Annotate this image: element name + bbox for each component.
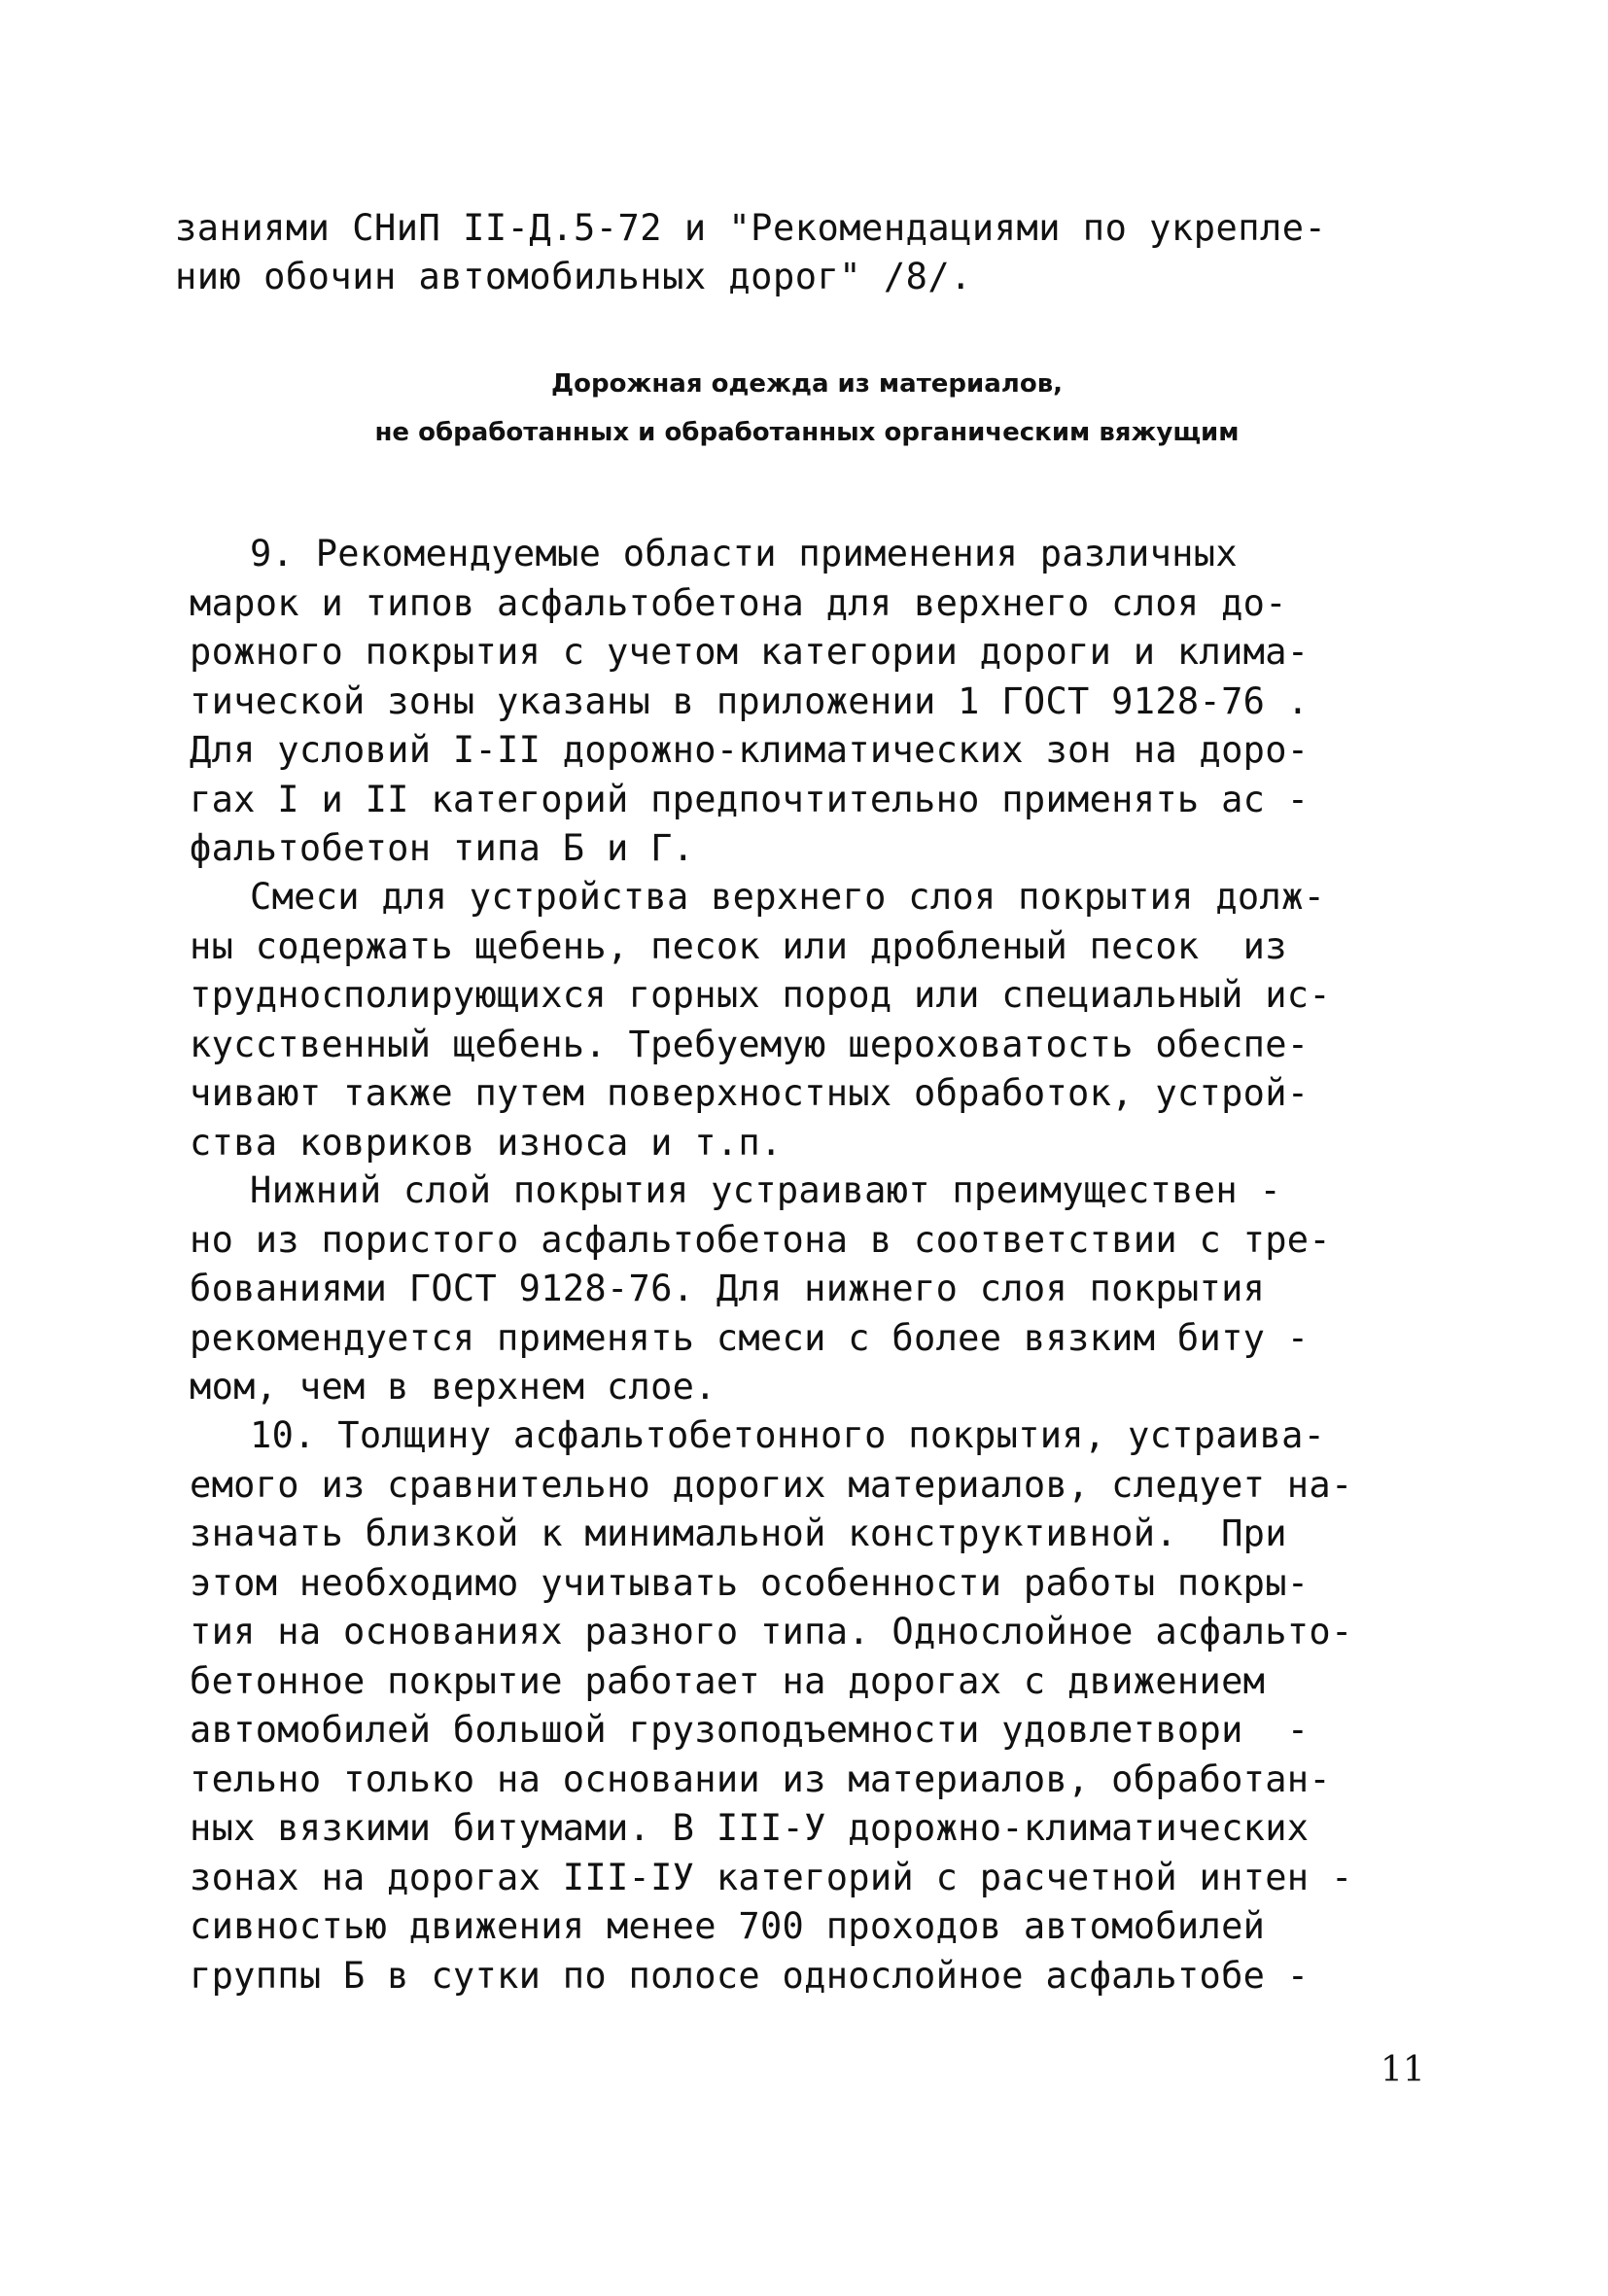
- text-line: гах I и II категорий предпочтительно применять ас -: [190, 778, 1310, 820]
- text-line: Нижний слой покрытия устраивают преимуществен -: [250, 1169, 1282, 1211]
- text-line: бетонное покрытие работает на дорогах с движением: [190, 1659, 1266, 1702]
- text-line: ных вязкими битумами. В III-У дорожно-климатических: [190, 1807, 1310, 1849]
- text-line: мом, чем в верхнем слое.: [190, 1366, 717, 1408]
- text-line: заниями СНиП II-Д.5-72 и "Рекомендациями по укрепле-: [175, 207, 1327, 249]
- text-line: тия на основаниях разного типа. Однослойное асфальто-: [190, 1611, 1353, 1652]
- page-number: 11: [1381, 2050, 1425, 2090]
- text-line: фальтобетон типа Б и Г.: [190, 827, 695, 869]
- text-line: значать близкой к минимальной конструктивной. При: [190, 1513, 1287, 1554]
- text-line: тельно только на основании из материалов, обработан-: [190, 1757, 1331, 1800]
- text-line: 9. Рекомендуемые области применения различных: [250, 533, 1238, 574]
- text-line: ства ковриков износа и т.п.: [190, 1121, 783, 1164]
- text-line: зонах на дорогах III-IУ категорий с расчетной интен -: [190, 1856, 1353, 1898]
- text-line: сивностью движения менее 700 проходов автомобилей: [190, 1905, 1266, 1947]
- text-line: группы Б в сутки по полосе однослойное асфальтобе -: [190, 1954, 1310, 1997]
- heading-line: Дорожная одежда из материалов,: [550, 369, 1064, 399]
- text-line: кусственный щебень. Требуемую шероховатость обеспе-: [190, 1023, 1310, 1065]
- text-line: бованиями ГОСТ 9128-76. Для нижнего слоя покрытия: [190, 1268, 1266, 1309]
- text-line: автомобилей большой грузоподъемности удовлетвори -: [190, 1709, 1310, 1751]
- text-line: емого из сравнительно дорогих материалов, следует на-: [190, 1463, 1353, 1506]
- paragraph-mixtures: [190, 873, 1444, 1167]
- intro-text: [175, 204, 1439, 301]
- text-line: 10. Толщину асфальтобетонного покрытия, устраива-: [250, 1414, 1326, 1456]
- text-line: рожного покрытия с учетом категории дороги и клима-: [190, 631, 1310, 673]
- text-line: рекомендуется применять смеси с более вязким биту -: [190, 1316, 1310, 1359]
- text-line: нию обочин автомобильных дорог" /8/.: [175, 256, 972, 297]
- text-line: чивают также путем поверхностных обработок, устрой-: [190, 1072, 1310, 1114]
- heading-line: не обработанных и обработанных органическим вяжущим: [374, 418, 1240, 447]
- text-line: но из пористого асфальтобетона в соответствии с тре-: [190, 1218, 1331, 1261]
- paragraph-lower-layer: [190, 1166, 1444, 1412]
- section-heading: [175, 360, 1439, 457]
- text-line: этом необходимо учитывать особенности работы покры-: [190, 1561, 1310, 1604]
- paragraph-10: [190, 1411, 1444, 2000]
- text-line: тической зоны указаны в приложении 1 ГОСТ 9128-76 .: [190, 679, 1310, 722]
- text-line: трудносполирующихся горных пород или специальный ис-: [190, 974, 1331, 1016]
- paragraph-9: [190, 530, 1444, 874]
- text-line: марок и типов асфальтобетона для верхнего слоя до-: [190, 581, 1287, 624]
- text-line: ны содержать щебень, песок или дробленый песок из: [190, 924, 1287, 967]
- text-line: Для условий I-II дорожно-климатических зон на доро-: [190, 729, 1310, 771]
- text-line: Смеси для устройства верхнего слоя покрытия долж-: [250, 876, 1326, 918]
